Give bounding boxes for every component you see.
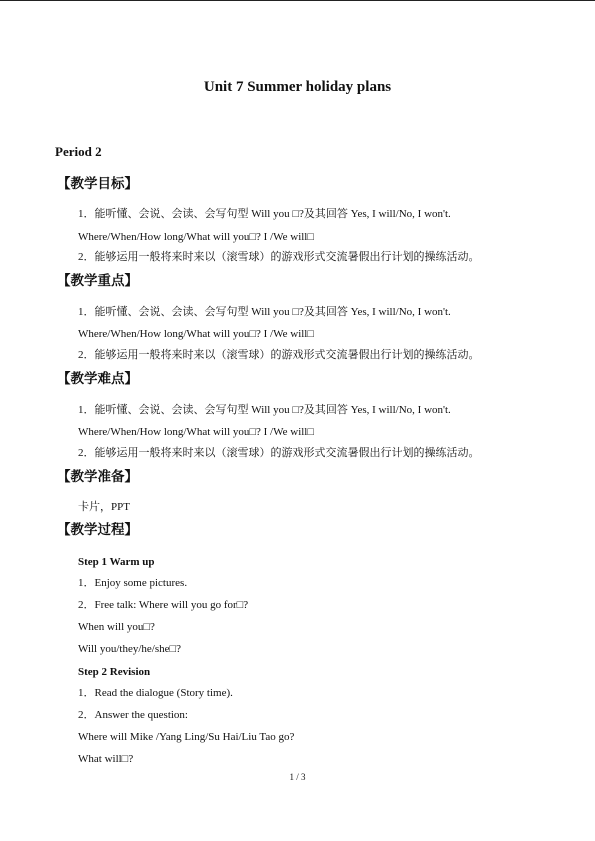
step-1-title: Step 1 Warm up [78,556,155,568]
step-2-title: Step 2 Revision [78,666,151,678]
step-2-item: What will□? [78,753,134,765]
step-1-item: Will you/they/he/she□? [78,643,182,655]
difficulties-line-3: 2．能够运用一般将来时来以（滚雪球）的游戏形式交流暑假出行计划的操练活动。 [78,447,480,459]
step-2-item: 1．Read the dialogue (Story time). [78,687,233,699]
difficulties-line-2: Where/When/How long/What will you□? I /We will□ [78,426,315,438]
key-points-line-3: 2．能够运用一般将来时来以（滚雪球）的游戏形式交流暑假出行计划的操练活动。 [78,349,480,361]
page-number: 1 / 3 [289,772,306,782]
section-heading-objectives: 【教学目标】 [57,176,138,192]
section-heading-key-points: 【教学重点】 [57,273,138,289]
step-1-item: 1．Enjoy some pictures. [78,577,188,589]
page-top-rule [0,0,595,1]
section-heading-difficulties: 【教学难点】 [57,371,138,387]
step-2-item: Where will Mike /Yang Ling/Su Hai/Liu Tao go? [78,731,295,743]
document-title: Unit 7 Summer holiday plans [203,79,392,95]
objectives-line-1: 1．能听懂、会说、会读、会写句型 Will you □?及其回答 Yes, I will/No, I won't. [78,208,451,220]
objectives-line-3: 2．能够运用一般将来时来以（滚雪球）的游戏形式交流暑假出行计划的操练活动。 [78,251,480,263]
objectives-line-2: Where/When/How long/What will you□? I /We will□ [78,231,315,243]
key-points-line-2: Where/When/How long/What will you□? I /We will□ [78,328,315,340]
section-heading-process: 【教学过程】 [57,522,138,538]
period-label: Period 2 [55,144,102,159]
step-2-item: 2．Answer the question: [78,709,188,721]
step-1-item: 2．Free talk: Where will you go for□? [78,599,249,611]
key-points-line-1: 1．能听懂、会说、会读、会写句型 Will you □?及其回答 Yes, I will/No, I won't. [78,306,451,318]
preparation-line-1: 卡片，PPT [78,501,130,513]
section-heading-preparation: 【教学准备】 [57,469,138,485]
step-1-item: When will you□? [78,621,155,633]
difficulties-line-1: 1．能听懂、会说、会读、会写句型 Will you □?及其回答 Yes, I will/No, I won't. [78,404,451,416]
